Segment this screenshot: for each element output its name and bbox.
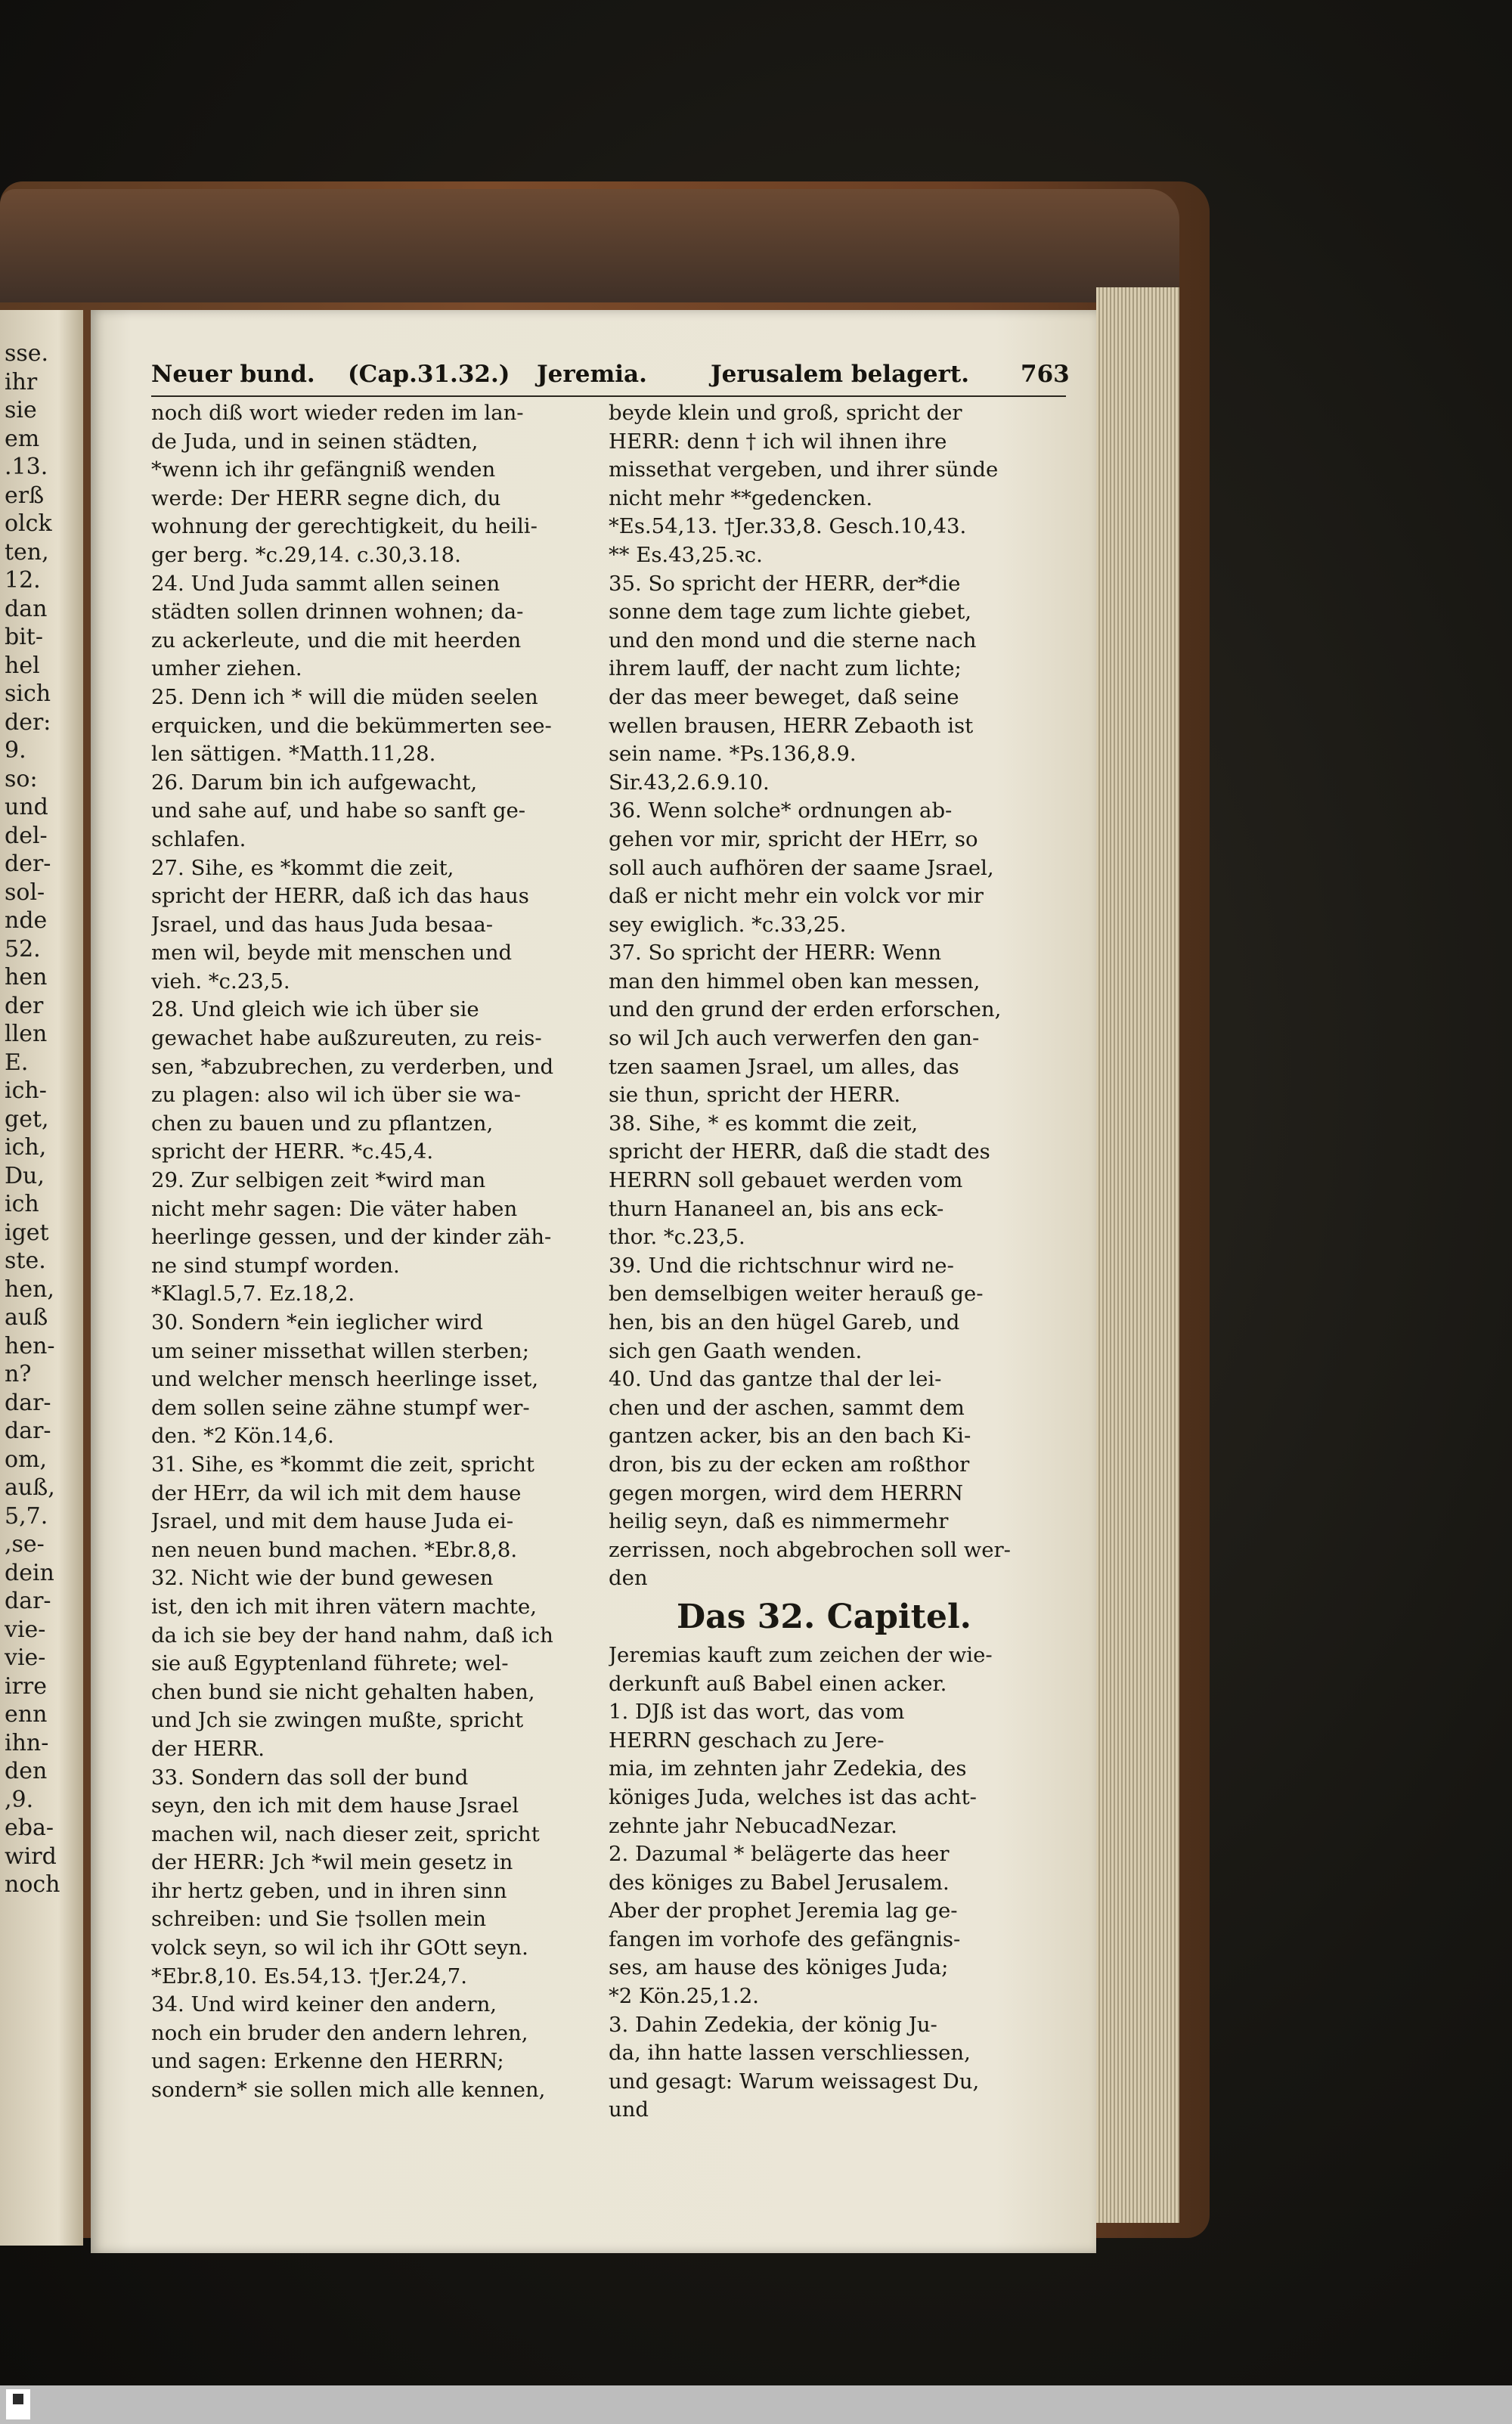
text-line: und den mond und die sterne nach bbox=[609, 628, 977, 652]
text-line: HERR: denn † ich wil ihnen ihre bbox=[609, 429, 947, 454]
left-page-text-fragment: .13. bbox=[5, 454, 48, 480]
text-line: schlafen. bbox=[151, 826, 246, 851]
text-line: der HERR. bbox=[151, 1736, 265, 1761]
text-line: den. *2 Kön.14,6. bbox=[151, 1424, 334, 1449]
text-line: 26. Darum bin ich aufgewacht, bbox=[151, 770, 478, 795]
text-line: dron, bis zu der ecken am roßthor bbox=[609, 1452, 970, 1477]
left-page-text-fragment: vie- bbox=[5, 1644, 46, 1671]
text-line: 1. DJß ist das wort, das vom bbox=[609, 1700, 905, 1725]
text-line: schreiben: und Sie †sollen mein bbox=[151, 1907, 487, 1932]
left-page-text-fragment: om, bbox=[5, 1446, 48, 1473]
text-line: und Jch sie zwingen mußte, spricht bbox=[151, 1708, 524, 1733]
book-page bbox=[91, 310, 1096, 2253]
text-line: nicht mehr sagen: Die väter haben bbox=[151, 1196, 518, 1221]
viewer-bottom-bar bbox=[0, 2385, 1512, 2424]
text-line: thurn Hananeel an, bis ans eck- bbox=[609, 1196, 944, 1221]
text-line: 40. Und das gantze thal der lei- bbox=[609, 1367, 942, 1392]
text-line: der HErr, da wil ich mit dem hause bbox=[151, 1480, 522, 1505]
left-page-text-fragment: bit- bbox=[5, 624, 43, 650]
text-line: daß er nicht mehr ein volck vor mir bbox=[609, 884, 984, 909]
left-page-text-fragment: del- bbox=[5, 822, 48, 849]
text-line: zerrissen, noch abgebrochen soll wer- bbox=[609, 1537, 1011, 1562]
text-line: *Ebr.8,10. Es.54,13. †Jer.24,7. bbox=[151, 1964, 468, 1988]
text-line: dem sollen seine zähne stumpf wer- bbox=[151, 1395, 530, 1420]
text-line: wohnung der gerechtigkeit, du heili- bbox=[151, 514, 538, 539]
text-line: 3. Dahin Zedekia, der könig Ju- bbox=[609, 2012, 937, 2037]
left-page-text-fragment: auß bbox=[5, 1304, 48, 1331]
text-line: Jsrael, und mit dem hause Juda ei- bbox=[151, 1509, 514, 1534]
text-line: Jsrael, und das haus Juda besaa- bbox=[151, 912, 494, 937]
text-line: volck seyn, so wil ich ihr GOtt seyn. bbox=[151, 1936, 528, 1961]
text-line: 2. Dazumal * belägerte das heer bbox=[609, 1842, 950, 1867]
left-page-text-fragment: auß, bbox=[5, 1474, 55, 1501]
text-line: sey ewiglich. *c.33,25. bbox=[609, 912, 847, 937]
left-page-text-fragment: 52. bbox=[5, 935, 41, 962]
chapter-heading: Das 32. Capitel. bbox=[677, 1597, 971, 1636]
text-line: 27. Sihe, es *kommt die zeit, bbox=[151, 855, 454, 880]
text-line: und sahe auf, und habe so sanft ge- bbox=[151, 798, 526, 823]
left-page-text-fragment: dar- bbox=[5, 1418, 51, 1444]
text-line: chen bund sie nicht gehalten haben, bbox=[151, 1679, 535, 1704]
header-topic: Jerusalem belagert. bbox=[711, 361, 969, 388]
running-header bbox=[151, 359, 1070, 397]
left-page-text-fragment: hen bbox=[5, 964, 48, 990]
left-page-text-fragment: den bbox=[5, 1758, 48, 1784]
chapter-summary bbox=[609, 1641, 1040, 1698]
left-page-text-fragment: enn bbox=[5, 1701, 48, 1728]
text-line: missethat vergeben, und ihrer sünde bbox=[609, 457, 999, 482]
text-line: zu ackerleute, und die mit heerden bbox=[151, 628, 522, 652]
page-edges bbox=[1096, 287, 1179, 2223]
text-line: sie thun, spricht der HERR. bbox=[609, 1083, 901, 1108]
text-line: sonne dem tage zum lichte giebet, bbox=[609, 600, 972, 625]
page-number: 763 bbox=[1021, 361, 1070, 388]
left-page-text-fragment: dar- bbox=[5, 1588, 51, 1614]
text-line: HERRN soll gebauet werden vom bbox=[609, 1168, 963, 1193]
chapter-verses bbox=[609, 1698, 1040, 2125]
text-line: heerlinge gessen, und der kinder zäh- bbox=[151, 1225, 552, 1250]
text-line: der das meer beweget, daß seine bbox=[609, 684, 959, 709]
text-line: spricht der HERR, daß ich das haus bbox=[151, 884, 529, 909]
header-book: Jeremia. bbox=[537, 361, 647, 388]
text-line: 33. Sondern das soll der bund bbox=[151, 1765, 469, 1790]
left-page-text-fragment: hen- bbox=[5, 1332, 55, 1359]
left-page-text-fragment: dar- bbox=[5, 1389, 51, 1416]
text-line: 36. Wenn solche* ordnungen ab- bbox=[609, 798, 953, 823]
header-chapter: (Cap.31.32.) bbox=[348, 361, 510, 388]
left-page-text-fragment: ihn- bbox=[5, 1729, 49, 1756]
left-page-text-fragment: n? bbox=[5, 1361, 32, 1387]
text-line: ihr hertz geben, und in ihren sinn bbox=[151, 1878, 507, 1903]
left-page-text-fragment: ,9. bbox=[5, 1786, 34, 1813]
text-line: *2 Kön.25,1.2. bbox=[609, 1984, 760, 2009]
text-line: und sagen: Erkenne den HERRN; bbox=[151, 2049, 504, 2074]
text-line: sie auß Egyptenland führete; wel- bbox=[151, 1651, 509, 1676]
text-line: den bbox=[609, 1566, 648, 1591]
text-line: HERRN geschach zu Jere- bbox=[609, 1728, 885, 1753]
text-line: *Es.54,13. †Jer.33,8. Gesch.10,43. bbox=[609, 514, 967, 539]
text-line: königes Juda, welches ist das acht- bbox=[609, 1784, 977, 1809]
left-page-text-fragment: sse. bbox=[5, 340, 49, 367]
text-line: ist, den ich mit ihren vätern machte, bbox=[151, 1594, 537, 1619]
left-page-text-fragment: erß bbox=[5, 482, 45, 509]
text-line: 29. Zur selbigen zeit *wird man bbox=[151, 1168, 486, 1193]
left-page-text-fragment: 12. bbox=[5, 567, 41, 594]
left-page-text-fragment: dein bbox=[5, 1559, 54, 1586]
left-page-text-fragment: llen bbox=[5, 1021, 48, 1047]
text-line: 32. Nicht wie der bund gewesen bbox=[151, 1566, 494, 1591]
text-line: städten sollen drinnen wohnen; da- bbox=[151, 600, 524, 625]
text-line: ihrem lauff, der nacht zum lichte; bbox=[609, 656, 962, 681]
text-line: tzen saamen Jsrael, um alles, das bbox=[609, 1054, 959, 1079]
left-page-text-fragment: hen, bbox=[5, 1276, 54, 1303]
text-line: 39. Und die richtschnur wird ne- bbox=[609, 1253, 954, 1278]
left-page-text-fragment: irre bbox=[5, 1672, 48, 1700]
text-line: ne sind stumpf worden. bbox=[151, 1253, 400, 1278]
left-page-text-fragment: ste. bbox=[5, 1248, 46, 1274]
text-line: ben demselbigen weiter herauß ge- bbox=[609, 1282, 984, 1307]
left-page-text-fragment: sich bbox=[5, 680, 51, 707]
text-line: und den grund der erden erforschen, bbox=[609, 997, 1002, 1022]
right-text-column bbox=[609, 399, 1040, 2125]
text-line: fangen im vorhofe des gefängnis- bbox=[609, 1926, 961, 1951]
text-line: 38. Sihe, * es kommt die zeit, bbox=[609, 1111, 919, 1136]
text-line: 24. Und Juda sammt allen seinen bbox=[151, 571, 500, 596]
text-line: Jeremias kauft zum zeichen der wie- bbox=[609, 1642, 993, 1667]
left-page-text-fragment: hel bbox=[5, 652, 40, 679]
text-line: man den himmel oben kan messen, bbox=[609, 969, 981, 993]
left-page-text-fragment: ich bbox=[5, 1191, 39, 1217]
text-line: 25. Denn ich * will die müden seelen bbox=[151, 684, 538, 709]
text-line: len sättigen. *Matth.11,28. bbox=[151, 742, 436, 767]
text-line: noch ein bruder den andern lehren, bbox=[151, 2020, 528, 2045]
text-line: gantzen acker, bis an den bach Ki- bbox=[609, 1424, 971, 1449]
left-page-text-fragment: Du, bbox=[5, 1162, 45, 1189]
text-line: zu plagen: also wil ich über sie wa- bbox=[151, 1083, 522, 1108]
text-line: so wil Jch auch verwerfen den gan- bbox=[609, 1026, 980, 1051]
left-page-text-fragment: vie- bbox=[5, 1616, 46, 1643]
text-line: hen, bis an den hügel Gareb, und bbox=[609, 1310, 960, 1334]
left-page-text-fragment: der: bbox=[5, 708, 51, 736]
left-text-column bbox=[151, 399, 582, 2105]
text-line: umher ziehen. bbox=[151, 656, 302, 681]
left-page-text-fragment: noch bbox=[5, 1871, 60, 1898]
text-line: thor. *c.23,5. bbox=[609, 1225, 745, 1250]
text-line: werde: Der HERR segne dich, du bbox=[151, 485, 501, 510]
text-line: sich gen Gaath wenden. bbox=[609, 1338, 863, 1363]
text-line: 34. Und wird keiner den andern, bbox=[151, 1992, 497, 2017]
text-line: wellen brausen, HERR Zebaoth ist bbox=[609, 713, 974, 738]
text-line: *Klagl.5,7. Ez.18,2. bbox=[151, 1282, 355, 1307]
text-line: derkunft auß Babel einen acker. bbox=[609, 1671, 947, 1696]
text-line: gehen vor mir, spricht der HErr, so bbox=[609, 826, 978, 851]
left-page-text-fragment: olck bbox=[5, 510, 52, 537]
text-line: zehnte jahr NebucadNezar. bbox=[609, 1813, 897, 1838]
text-line: heilig seyn, daß es nimmermehr bbox=[609, 1509, 949, 1534]
left-page-text-fragment: get, bbox=[5, 1105, 49, 1133]
left-page-fragment bbox=[0, 310, 83, 2246]
left-page-text-fragment: iget bbox=[5, 1219, 49, 1246]
text-line: seyn, den ich mit dem hause Jsrael bbox=[151, 1793, 519, 1818]
text-line: gegen morgen, wird dem HERRN bbox=[609, 1480, 964, 1505]
text-line: de Juda, und in seinen städten, bbox=[151, 429, 479, 454]
text-line: und welcher mensch heerlinge isset, bbox=[151, 1367, 539, 1392]
text-line: da ich sie bey der hand nahm, daß ich bbox=[151, 1623, 553, 1648]
right-column-verses bbox=[609, 399, 1040, 1593]
library-logo-icon bbox=[6, 2389, 30, 2419]
text-line: nen neuen bund machen. *Ebr.8,8. bbox=[151, 1537, 518, 1562]
left-page-text-fragment: ,se- bbox=[5, 1531, 45, 1558]
left-page-text-fragment: so: bbox=[5, 765, 38, 792]
text-line: nicht mehr **gedencken. bbox=[609, 485, 873, 510]
left-page-text-fragment: em bbox=[5, 425, 40, 452]
left-page-text-fragment: nde bbox=[5, 907, 48, 934]
text-line: und bbox=[609, 2097, 649, 2122]
left-page-text-fragment: ich, bbox=[5, 1134, 47, 1161]
text-line: soll auch aufhören der saame Jsrael, bbox=[609, 855, 994, 880]
left-page-text-fragment: 9. bbox=[5, 737, 26, 764]
left-page-text-fragment: der- bbox=[5, 851, 51, 877]
left-page-text-fragment: ich- bbox=[5, 1077, 47, 1104]
text-line: chen und der aschen, sammt dem bbox=[609, 1395, 965, 1420]
left-page-text-fragment: E. bbox=[5, 1049, 29, 1076]
left-page-text-fragment: eba- bbox=[5, 1815, 54, 1841]
text-line: gewachet habe außzureuten, zu reis- bbox=[151, 1026, 542, 1051]
text-line: der HERR: Jch *wil mein gesetz in bbox=[151, 1850, 513, 1875]
text-line: beyde klein und groß, spricht der bbox=[609, 401, 962, 425]
text-line: erquicken, und die bekümmerten see- bbox=[151, 713, 552, 738]
text-line: machen wil, nach dieser zeit, spricht bbox=[151, 1821, 540, 1846]
left-page-text-fragment: 5,7. bbox=[5, 1502, 48, 1530]
text-line: 31. Sihe, es *kommt die zeit, spricht bbox=[151, 1452, 534, 1477]
text-line: um seiner missethat willen sterben; bbox=[151, 1338, 529, 1363]
text-line: sein name. *Ps.136,8.9. bbox=[609, 742, 857, 767]
text-line: ses, am hause des königes Juda; bbox=[609, 1955, 949, 1980]
book-top-edge bbox=[0, 189, 1179, 302]
text-line: 28. Und gleich wie ich über sie bbox=[151, 997, 479, 1022]
text-line: spricht der HERR. *c.45,4. bbox=[151, 1139, 434, 1164]
left-page-text-fragment: dan bbox=[5, 595, 48, 622]
text-line: sondern* sie sollen mich alle kennen, bbox=[151, 2078, 546, 2103]
text-line: und gesagt: Warum weissagest Du, bbox=[609, 2069, 980, 2094]
text-line: des königes zu Babel Jerusalem. bbox=[609, 1870, 950, 1895]
header-left: Neuer bund. bbox=[151, 361, 315, 388]
text-line: mia, im zehnten jahr Zedekia, des bbox=[609, 1756, 967, 1781]
text-line: vieh. *c.23,5. bbox=[151, 969, 290, 993]
text-line: ger berg. *c.29,14. c.30,3.18. bbox=[151, 542, 461, 567]
left-page-text-fragment: wird bbox=[5, 1843, 57, 1870]
text-line: spricht der HERR, daß die stadt des bbox=[609, 1139, 990, 1164]
left-page-text-fragment: sie bbox=[5, 397, 37, 423]
text-line: chen zu bauen und zu pflantzen, bbox=[151, 1111, 494, 1136]
left-page-text-fragment: ihr bbox=[5, 368, 38, 395]
text-line: *wenn ich ihr gefängniß wenden bbox=[151, 457, 496, 482]
text-line: da, ihn hatte lassen verschliessen, bbox=[609, 2041, 971, 2066]
text-line: 35. So spricht der HERR, der*die bbox=[609, 571, 961, 596]
text-line: 30. Sondern *ein ieglicher wird bbox=[151, 1310, 483, 1334]
left-page-text-fragment: sol- bbox=[5, 879, 45, 906]
text-line: 37. So spricht der HERR: Wenn bbox=[609, 941, 942, 966]
text-line: noch diß wort wieder reden im lan- bbox=[151, 401, 524, 425]
left-page-text-fragment: ten, bbox=[5, 538, 49, 566]
text-line: sen, *abzubrechen, zu verderben, und bbox=[151, 1054, 554, 1079]
text-line: men wil, beyde mit menschen und bbox=[151, 941, 513, 966]
left-page-text-fragment: und bbox=[5, 794, 48, 820]
left-page-text-fragment: der bbox=[5, 992, 44, 1019]
text-line: ** Es.43,25.ꝛc. bbox=[609, 542, 763, 567]
text-line: Sir.43,2.6.9.10. bbox=[609, 770, 770, 795]
text-line: Aber der prophet Jeremia lag ge- bbox=[609, 1899, 958, 1923]
